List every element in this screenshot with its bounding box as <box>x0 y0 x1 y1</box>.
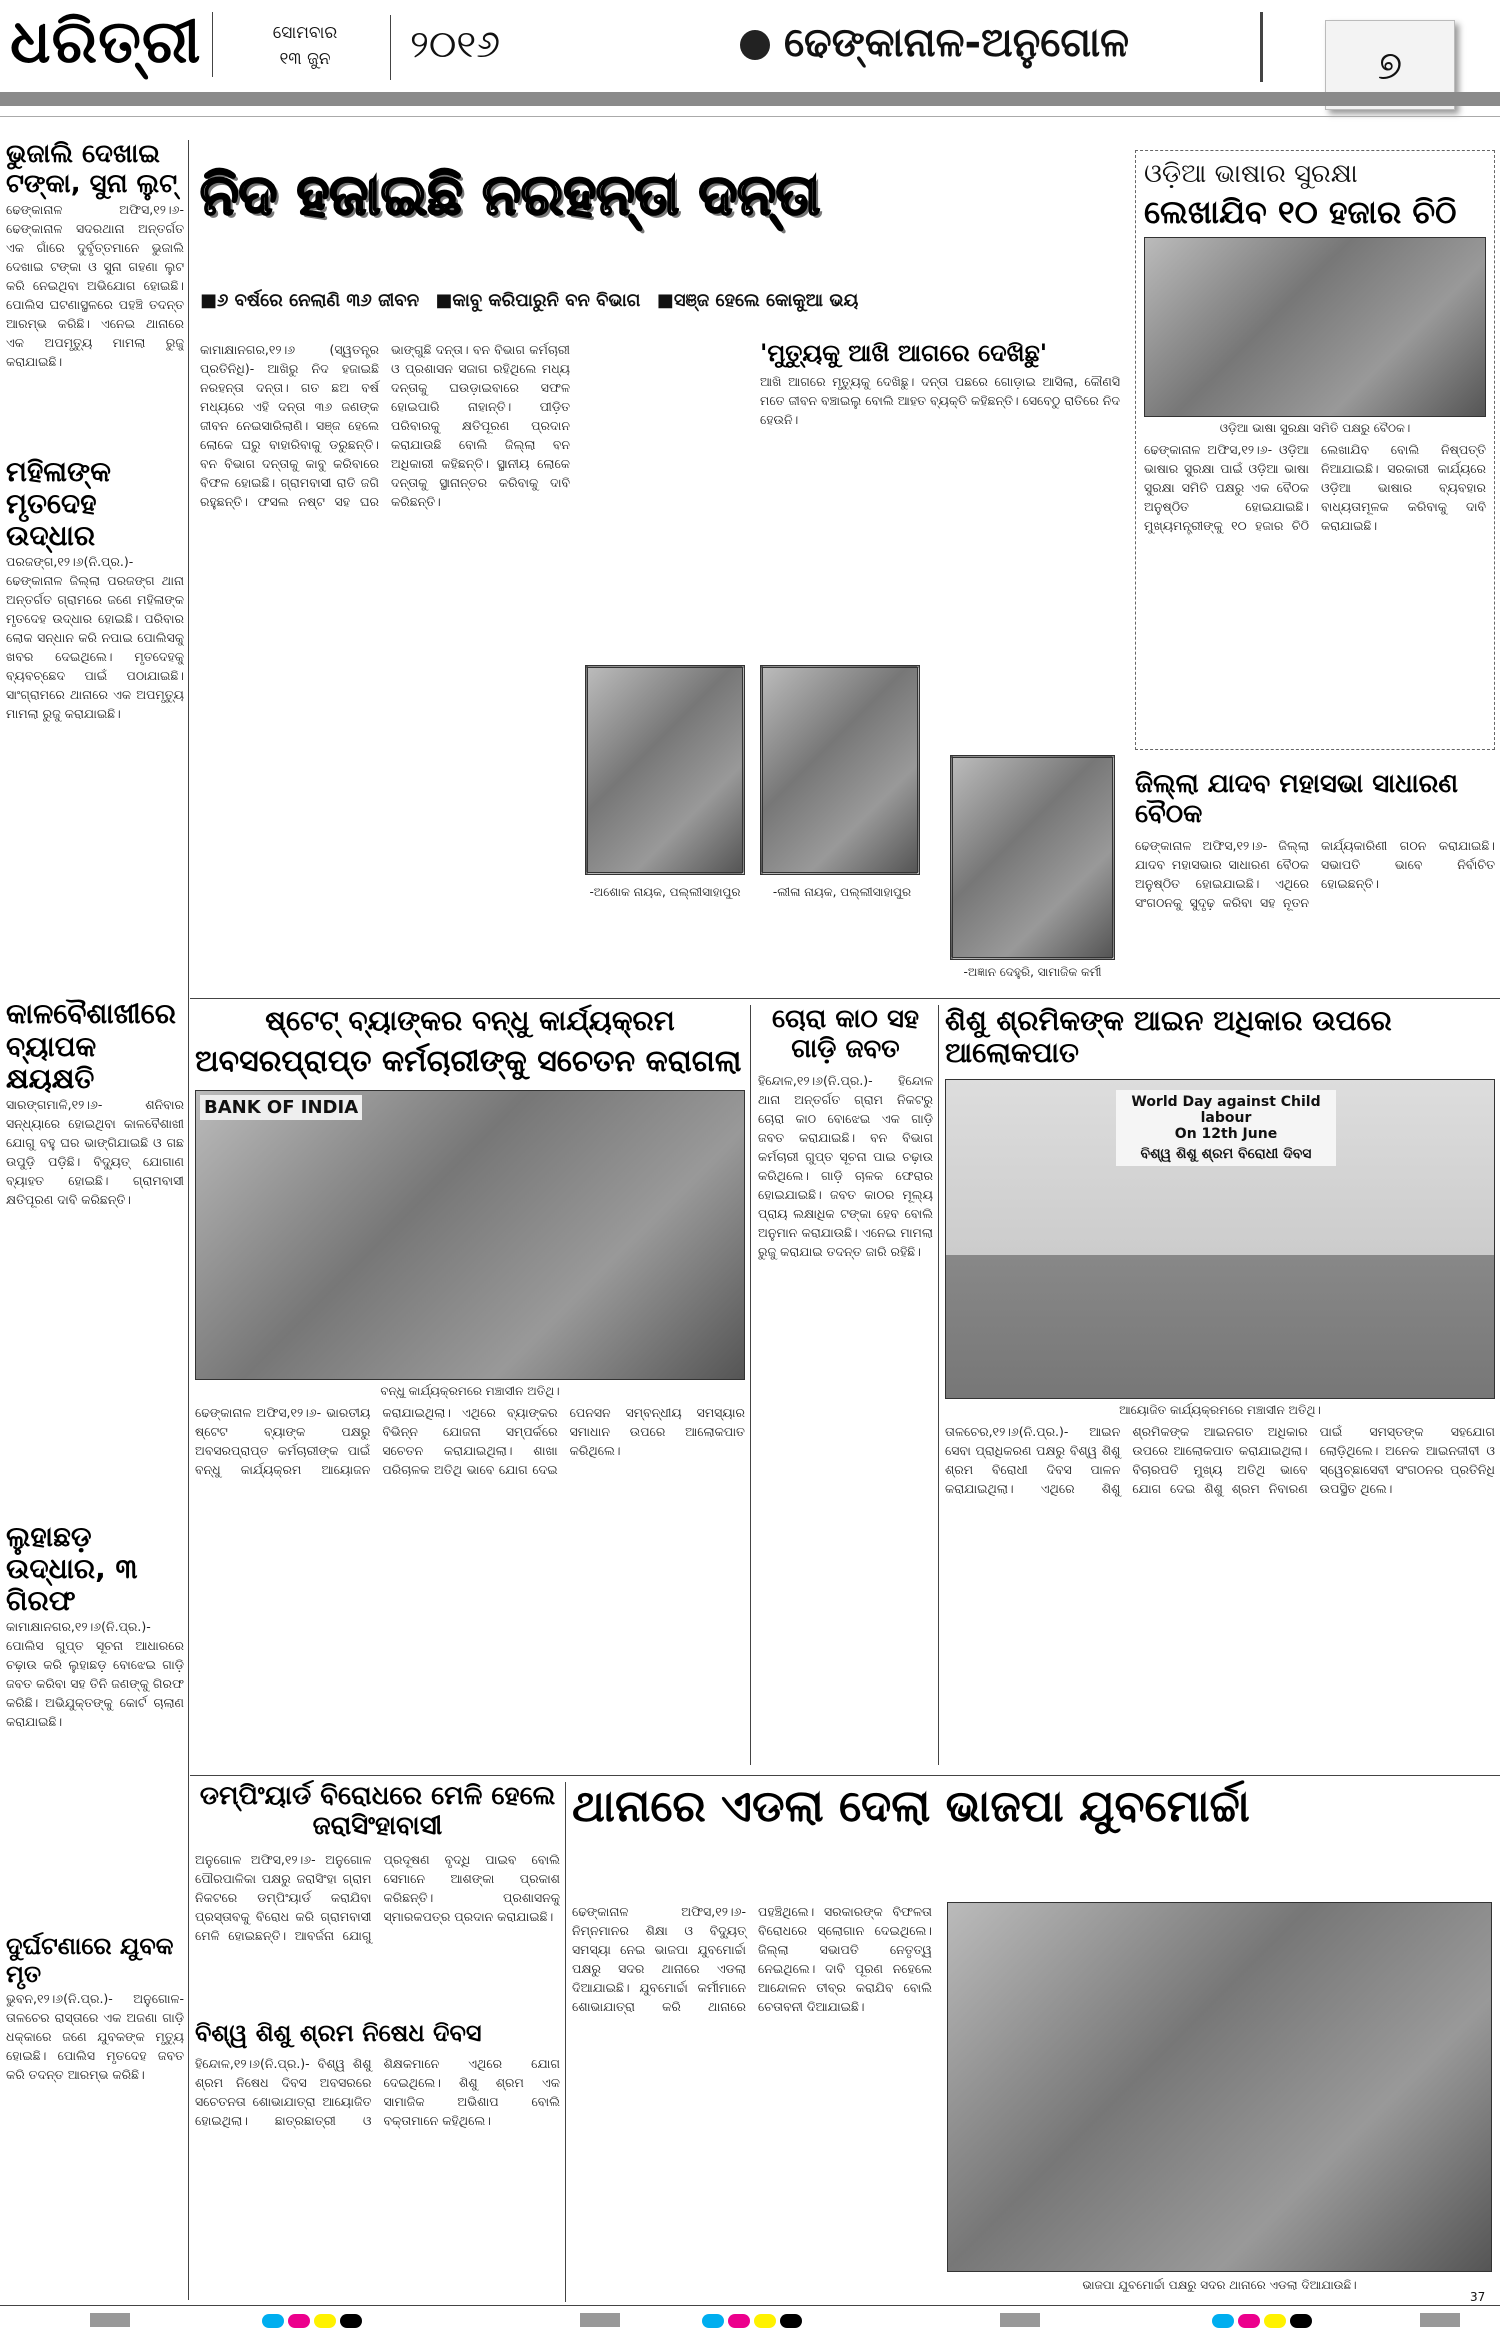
story-headline: ଲୁହାଛଡ଼ ଉଦ୍ଧାର, ୩ ଗିରଫ <box>6 1519 138 1618</box>
bjp-story <box>572 1782 1497 2302</box>
portrait-photo-1 <box>585 665 745 875</box>
story-headline: କାଳବୈଶାଖୀରେ ବ୍ୟାପକ କ୍ଷୟକ୍ଷତି <box>6 997 176 1095</box>
wood-theft-story <box>758 1005 933 1765</box>
quote-box <box>760 340 1120 500</box>
subhead: ସଞ୍ଜ ହେଲେ କୋକୁଆ ଭୟ <box>673 290 859 311</box>
story-body: ହିନ୍ଦୋଳ,୧୨।୬(ନି.ପ୍ର.)- ବିଶ୍ୱ ଶିଶୁ ଶ୍ରମ ନିଷେଧ ଦିବସ ଅବସରରେ ସଚେତନତା ଶୋଭାଯାତ୍ରା ଆୟୋଜିତ ହୋଇଥିଲା। ଛାତ୍ରଛାତ୍ରୀ ଓ ଶିକ୍ଷକମାନେ ଏଥିରେ ଯୋଗ ଦେଇଥିଲେ। ଶିଶୁ ଶ୍ରମ ଏକ ସାମାଜିକ ଅଭିଶାପ ବୋଲି ବକ୍ତାମାନେ କହିଥିଲେ। <box>195 2055 560 2128</box>
left-column <box>6 140 184 2310</box>
photo-caption: -ଲୀଳା ନାୟକ, ପଲ୍ଲୀସାହାପୁର <box>772 885 912 899</box>
story-body: ଢେଙ୍କାନାଳ ଅଫିସ,୧୨।୬- ଢେଙ୍କାନାଳ ସଦରଥାନା ଅନ୍ତର୍ଗତ ଏକ ଗାଁରେ ଦୁର୍ବୃତ୍ତମାନେ ଭୁଜାଲି ଦେଖାଇ ଟଙ୍କା ଓ ସୁନା ଗହଣା ଲୁଟ କରି ନେଇଥିବା ଅଭିଯୋଗ ହୋଇଛି। ପୋଲିସ ଘଟଣାସ୍ଥଳରେ ପହଞ୍ଚି ତଦନ୍ତ ଆରମ୍ଭ କରିଛି। ଏନେଇ ଥାନାରେ ଏକ ଅପମୃତ୍ୟୁ ମାମଲା ରୁଜୁ କରାଯାଇଛି। <box>6 201 184 369</box>
story-body: ଢେଙ୍କାନାଳ ଅଫିସ,୧୨।୬- ନିମ୍ନମାନର ଶିକ୍ଷା ଓ ବିଦ୍ୟୁତ୍ ସମସ୍ୟା ନେଇ ଭାଜପା ଯୁବମୋର୍ଚ୍ଚା ପକ୍ଷରୁ ସଦର ଥାନାରେ ଏଡଲା ଦିଆଯାଇଛି। ଯୁବମୋର୍ଚ୍ଚା କର୍ମୀମାନେ ଶୋଭାଯାତ୍ରା କରି ଥାନାରେ ପହଞ୍ଚିଥିଲେ। ସରକାରଙ୍କ ବିଫଳତା ବିରୋଧରେ ସ୍ଲୋଗାନ ଦେଇଥିଲେ। ଜିଲ୍ଲା ସଭାପତି ନେତୃତ୍ୱ ନେଇଥିଲେ। ଦାବି ପୂରଣ ନହେଲେ ଆନ୍ଦୋଳନ ତୀବ୍ର କରାଯିବ ବୋଲି ଚେତାବନୀ ଦିଆଯାଇଛି। <box>572 1904 932 2014</box>
quote-body: ଆଖି ଆଗରେ ମୃତ୍ୟୁକୁ ଦେଖିଛୁ। ଦନ୍ତା ପଛରେ ଗୋଡ଼ାଇ ଆସିଲା, କୌଣସି ମତେ ଜୀବନ ବଞ୍ଚାଇଲୁ ବୋଲି ଆହତ ବ୍ୟକ୍ତି କହିଛନ୍ତି। ସେବେଠୁ ରାତିରେ ନିଦ ହେଉନି। <box>760 373 1120 427</box>
story-body: ଅନୁଗୋଳ ଅଫିସ,୧୨।୬- ଅନୁଗୋଳ ପୌରପାଳିକା ପକ୍ଷରୁ ଜରାସିଂହା ଗ୍ରାମ ନିକଟରେ ଡମ୍ପିଂୟାର୍ଡ କରାଯିବା ପ୍ରସ୍ତାବକୁ ବିରୋଧ କରି ଗ୍ରାମବାସୀ ମେଳି ହୋଇଛନ୍ତି। ଆବର୍ଜନା ଯୋଗୁ ପ୍ରଦୂଷଣ ବୃଦ୍ଧି ପାଇବ ବୋଲି ସେମାନେ ଆଶଙ୍କା ପ୍ରକାଶ କରିଛନ୍ତି। ପ୍ରଶାସନକୁ ସ୍ମାରକପତ୍ର ପ୍ରଦାନ କରାଯାଇଛି। <box>195 1851 560 1943</box>
child-labour-story <box>945 1005 1495 1765</box>
portrait-photo-2 <box>760 665 920 875</box>
story-body: କାମାକ୍ଷାନଗର,୧୨।୬(ନି.ପ୍ର.)- ପୋଲିସ ଗୁପ୍ତ ସୂଚନା ଆଧାରରେ ଚଢ଼ାଉ କରି ଲୁହାଛଡ଼ ବୋଝେଇ ଗାଡ଼ି ଜବତ କରିବା ସହ ତିନି ଜଣଙ୍କୁ ଗିରଫ କରିଛି। ଅଭିଯୁକ୍ତଙ୍କୁ କୋର୍ଟ ଚାଲାଣ କରାଯାଇଛି। <box>6 1619 184 1730</box>
story-headline: ଚୋରା କାଠ ସହ ଗାଡ଼ି ଜବତ <box>771 1004 920 1064</box>
story-headline: ଡମ୍ପିଂୟାର୍ଡ ବିରୋଧରେ ମେଳି ହେଲେ ଜରାସିଂହାବାସୀ <box>199 1781 556 1841</box>
lead-headline: ନିଦ ହଜାଇଛି ନରହନ୍ତା ଦନ୍ତା <box>200 163 821 228</box>
page-folio: 37 <box>1470 2290 1486 2304</box>
issue-year: ୨୦୧୬ <box>410 22 501 66</box>
subhead: କାବୁ କରିପାରୁନି ବନ ବିଭାଗ <box>452 290 641 311</box>
masthead-gray-bar <box>0 92 1500 106</box>
banner-line-1: World Day against Child labour <box>1131 1094 1321 1127</box>
story-body: ତାଳଚେର,୧୨।୬(ନି.ପ୍ର.)- ଆଇନ ସେବା ପ୍ରାଧିକରଣ ପକ୍ଷରୁ ବିଶ୍ୱ ଶିଶୁ ଶ୍ରମ ବିରୋଧୀ ଦିବସ ପାଳନ କରାଯାଇଥିଲା। ଏଥିରେ ଶିଶୁ ଶ୍ରମିକଙ୍କ ଆଇନଗତ ଅଧିକାର ଉପରେ ଆଲୋକପାତ କରାଯାଇଥିଲା। ବିଚାରପତି ମୁଖ୍ୟ ଅତିଥି ଭାବେ ଯୋଗ ଦେଇ ଶିଶୁ ଶ୍ରମ ନିବାରଣ ପାଇଁ ସମସ୍ତଙ୍କ ସହଯୋଗ ଲୋଡ଼ିଥିଲେ। ଅନେକ ଆଇନଜୀବୀ ଓ ସ୍ୱେଚ୍ଛାସେବୀ ସଂଗଠନର ପ୍ରତିନିଧି ଉପସ୍ଥିତ ଥିଲେ। <box>945 1424 1495 1497</box>
meeting-photo <box>1144 237 1486 417</box>
right-box-body: ଢେଙ୍କାନାଳ ଅଫିସ,୧୨।୬- ଓଡ଼ିଆ ଭାଷାର ସୁରକ୍ଷା ପାଇଁ ଓଡ଼ିଆ ଭାଷା ସୁରକ୍ଷା ସମିତି ପକ୍ଷରୁ ଏକ ବୈଠକ ଅନୁଷ୍ଠିତ ହୋଇଯାଇଛି। ମୁଖ୍ୟମନ୍ତ୍ରୀଙ୍କୁ ୧୦ ହଜାର ଚିଠି ଲେଖାଯିବ ବୋଲି ନିଷ୍ପତ୍ତି ନିଆଯାଇଛି। ସରକାରୀ କାର୍ଯ୍ୟରେ ଓଡ଼ିଆ ଭାଷାର ବ୍ୟବହାର ବାଧ୍ୟତାମୂଳକ କରିବାକୁ ଦାବି କରାଯାଇଛି। <box>1144 441 1486 533</box>
bank-event-photo <box>195 1090 745 1380</box>
story-headline: ବିଶ୍ୱ ଶିଶୁ ଶ୍ରମ ନିଷେଧ ଦିବସ <box>195 2019 482 2047</box>
issue-date: ୧୩ ଜୁନ <box>279 49 331 69</box>
subhead: ୬ ବର୍ଷରେ ନେଲାଣି ୩୬ ଜୀବନ <box>217 290 420 311</box>
story-body: ପରଜଙ୍ଗ,୧୨।୬(ନି.ପ୍ର.)- ଢେଙ୍କାନାଳ ଜିଲ୍ଲା ପରଜଙ୍ଗ ଥାନା ଅନ୍ତର୍ଗତ ଗ୍ରାମରେ ଜଣେ ମହିଳାଙ୍କ ମୃତଦେହ ଉଦ୍ଧାର ହୋଇଛି। ପରିବାର ଲୋକ ସନ୍ଧାନ କରି ନପାଇ ପୋଲିସକୁ ଖବର ଦେଇଥିଲେ। ମୃତଦେହକୁ ବ୍ୟବଚ୍ଛେଦ ପାଇଁ ପଠାଯାଇଛି। ସାଂଗ୍ରାମରେ ଥାନାରେ ଏକ ଅପମୃତ୍ୟୁ ମାମଲା ରୁଜୁ କରାଯାଇଛି। <box>6 554 184 722</box>
story-headline: ମହିଳାଙ୍କ ମୃତଦେହ ଉଦ୍ଧାର <box>6 454 111 553</box>
lead-body: କାମାକ୍ଷାନଗର,୧୨।୬ (ସ୍ୱତନ୍ତ୍ର ପ୍ରତିନିଧି)- ଆଖିରୁ ନିଦ ହଜାଇଛି ନରହନ୍ତା ଦନ୍ତା। ଗତ ଛଅ ବର୍ଷ ମଧ୍ୟରେ ଏହି ଦନ୍ତା ୩୬ ଜଣଙ୍କ ଜୀବନ ନେଇସାରିଲାଣି। ସଞ୍ଜ ହେଲେ ଲୋକେ ଘରୁ ବାହାରିବାକୁ ଡରୁଛନ୍ତି। ବନ ବିଭାଗ ଦନ୍ତାକୁ କାବୁ କରିବାରେ ବିଫଳ ହୋଇଛି। ଗ୍ରାମବାସୀ ରାତି ଜଗି ରହୁଛନ୍ତି। ଫସଲ ନଷ୍ଟ ସହ ଘର ଭାଙ୍ଗୁଛି ଦନ୍ତା। ବନ ବିଭାଗ କର୍ମଚାରୀ ଓ ପ୍ରଶାସନ ସଜାଗ ରହିଥିଲେ ମଧ୍ୟ ଦନ୍ତାକୁ ଘଉଡ଼ାଇବାରେ ସଫଳ ହୋଇପାରି ନାହାନ୍ତି। ପୀଡ଼ିତ ପରିବାରକୁ କ୍ଷତିପୂରଣ ପ୍ରଦାନ କରାଯାଉଛି ବୋଲି ଜିଲ୍ଲା ବନ ଅଧିକାରୀ କହିଛନ୍ତି। ସ୍ଥାନୀୟ ଲୋକେ ଦନ୍ତାକୁ ସ୍ଥାନାନ୍ତର କରିବାକୁ ଦାବି କରିଛନ୍ତି। <box>200 342 570 509</box>
banner-odia: ବିଶ୍ୱ ଶିଶୁ ଶ୍ରମ ବିରୋଧୀ ଦିବସ <box>1140 1146 1312 1163</box>
right-box-headline: ଲେଖାଯିବ ୧୦ ହଜାର ଚିଠି <box>1144 193 1457 231</box>
photo-caption: ବନ୍ଧୁ କାର୍ଯ୍ୟକ୍ରମରେ ମଞ୍ଚାସୀନ ଅତିଥି। <box>380 1383 560 1398</box>
yadav-story <box>1135 770 1495 990</box>
story-headline: ଜିଲ୍ଲା ଯାଦବ ମହାସଭା ସାଧାରଣ ବୈଠକ <box>1135 769 1459 829</box>
play-bullet-icon <box>740 30 770 60</box>
quote-headline: 'ମୁତ୍ୟୁକୁ ଆଖି ଆଗରେ ଦେଖିଛୁ' <box>760 339 1048 367</box>
photo-caption: ଭାଜପା ଯୁବମୋର୍ଚ୍ଚା ପକ୍ଷରୁ ସଦର ଥାନାରେ ଏଡଲା ଦିଆଯାଉଛି। <box>1082 2278 1357 2292</box>
story-body: ହିନ୍ଦୋଳ,୧୨।୬(ନି.ପ୍ର.)- ହିନ୍ଦୋଳ ଥାନା ଅନ୍ତର୍ଗତ ଗ୍ରାମ ନିକଟରୁ ଚୋରା କାଠ ବୋଝେଇ ଏକ ଗାଡ଼ି ଜବତ କରାଯାଇଛି। ବନ ବିଭାଗ କର୍ମଚାରୀ ଗୁପ୍ତ ସୂଚନା ପାଇ ଚଢ଼ାଉ କରିଥିଲେ। ଗାଡ଼ି ଚାଳକ ଫେରାର ହୋଇଯାଇଛି। ଜବତ କାଠର ମୂଲ୍ୟ ପ୍ରାୟ ଲକ୍ଷାଧିକ ଟଙ୍କା ହେବ ବୋଲି ଅନୁମାନ କରାଯାଉଛି। ଏନେଇ ମାମଲା ରୁଜୁ କରାଯାଇ ତଦନ୍ତ ଜାରି ରହିଛି। <box>758 1072 933 1259</box>
bank-story <box>195 1005 745 1780</box>
lead-subheads: ■୬ ବର୍ଷରେ ନେଲାଣି ୩୬ ଜୀବନ ■କାବୁ କରିପାରୁନି ବନ ବିଭାଗ ■ସଞ୍ଜ ହେଲେ କୋକୁଆ ଭୟ <box>200 290 859 311</box>
dumping-yard-story <box>195 1782 560 2012</box>
photo-caption: -ଅଜ୍ଞାନ ଦେହୁରି, ସାମାଜିକ କର୍ମୀ <box>963 965 1102 979</box>
child-labour-event-photo <box>945 1079 1495 1399</box>
anti-child-labour-day-story <box>195 2020 560 2300</box>
story-headline: ଅବସରପ୍ରାପ୍ତ କର୍ମଚାରୀଙ୍କୁ ସଚେତନ କରାଗଲା <box>195 1044 742 1080</box>
section-title: ଢେଙ୍କାନାଳ-ଅନୁଗୋଳ <box>740 20 1250 66</box>
page-number-badge: ୭ <box>1325 20 1455 110</box>
newspaper-logo: ଧରିତ୍ରୀ <box>10 7 202 77</box>
story-body: ଢେଙ୍କାନାଳ ଅଫିସ,୧୨।୬- ଭାରତୀୟ ଷ୍ଟେଟ ବ୍ୟାଙ୍କ ପକ୍ଷରୁ ଅବସରପ୍ରାପ୍ତ କର୍ମଚାରୀଙ୍କ ପାଇଁ ବନ୍ଧୁ କାର୍ଯ୍ୟକ୍ରମ ଆୟୋଜନ କରାଯାଇଥିଲା। ଏଥିରେ ବ୍ୟାଙ୍କର ବିଭିନ୍ନ ଯୋଜନା ସମ୍ପର୍କରେ ସଚେତନ କରାଯାଇଥିଲା। ଶାଖା ପରିଚାଳକ ଅତିଥି ଭାବେ ଯୋଗ ଦେଇ ପେନସନ ସମ୍ବନ୍ଧୀୟ ସମସ୍ୟାର ସମାଧାନ ଉପରେ ଆଲୋକପାତ କରିଥିଲେ। <box>195 1404 745 1477</box>
photo-caption: -ଅଶୋକ ନାୟକ, ପଲ୍ଲୀସାହାପୁର <box>589 885 741 899</box>
banner-text: BANK OF INDIA <box>200 1095 362 1120</box>
story-body: ସାରଙ୍ଗମାଳି,୧୨।୬- ଶନିବାର ସନ୍ଧ୍ୟାରେ ହୋଇଥିବା କାଳବୈଶାଖୀ ଯୋଗୁ ବହୁ ଘର ଭାଙ୍ଗିଯାଇଛି ଓ ଗଛ ଉପୁଡ଼ି ପଡ଼ିଛି। ବିଦ୍ୟୁତ୍ ଯୋଗାଣ ବ୍ୟାହତ ହୋଇଛି। ଗ୍ରାମବାସୀ କ୍ଷତିପୂରଣ ଦାବି କରିଛନ୍ତି। <box>6 1096 184 1207</box>
issue-day: ସୋମବାର <box>272 23 338 43</box>
story-headline: ଦୁର୍ଘଟଣାରେ ଯୁବକ ମୃତ <box>6 1932 174 1989</box>
story-headline: ଭୁଜାଲି ଦେଖାଇ ଟଙ୍କା, ସୁନା ଲୁଟ୍ <box>6 139 178 199</box>
right-box-kicker: ଓଡ଼ିଆ ଭାଷାର ସୁରକ୍ଷା <box>1144 159 1358 189</box>
banner-line-2: On 12th June <box>1174 1126 1278 1143</box>
story-kicker: ଷ୍ଟେଟ୍ ବ୍ୟାଙ୍କର ବନ୍ଧୁ କାର୍ଯ୍ୟକ୍ରମ <box>265 1004 675 1037</box>
story-body: ଭୁବନ,୧୨।୬(ନି.ପ୍ର.)- ଅନୁଗୋଳ-ତାଳଚେର ରାସ୍ତାରେ ଏକ ଅଜଣା ଗାଡ଼ି ଧକ୍କାରେ ଜଣେ ଯୁବକଙ୍କ ମୃତ୍ୟୁ ହୋଇଛି। ପୋଲିସ ମୃତଦେହ ଜବତ କରି ତଦନ୍ତ ଆରମ୍ଭ କରିଛି। <box>6 1990 184 2082</box>
story-body: ଢେଙ୍କାନାଳ ଅଫିସ,୧୨।୬- ଜିଲ୍ଲା ଯାଦବ ମହାସଭାର ସାଧାରଣ ବୈଠକ ଅନୁଷ୍ଠିତ ହୋଇଯାଇଛି। ଏଥିରେ ସଂଗଠନକୁ ସୁଦୃଢ଼ କରିବା ସହ ନୂତନ କାର୍ଯ୍ୟକାରିଣୀ ଗଠନ କରାଯାଇଛି। ସଭାପତି ଭାବେ ନିର୍ବାଚିତ ହୋଇଛନ୍ତି। <box>1135 837 1495 910</box>
story-headline: ଥାନାରେ ଏଡଲା ଦେଲା ଭାଜପା ଯୁବମୋର୍ଚ୍ଚା <box>572 1781 1250 1832</box>
photo-caption: ଆୟୋଜିତ କାର୍ଯ୍ୟକ୍ରମରେ ମଞ୍ଚାସୀନ ଅତିଥି। <box>1119 1403 1321 1418</box>
story-headline: ଶିଶୁ ଶ୍ରମିକଙ୍କ ଆଇନ ଅଧିକାର ଉପରେ ଆଲୋକପାତ <box>945 1004 1392 1070</box>
registration-marks <box>0 2313 1500 2329</box>
photo-caption: ଓଡ଼ିଆ ଭାଷା ସୁରକ୍ଷା ସମିତି ପକ୍ଷରୁ ବୈଠକ। <box>1219 420 1411 435</box>
right-box <box>1135 150 1495 750</box>
portrait-photo-3 <box>950 755 1115 960</box>
bjp-protest-photo <box>947 1902 1492 2272</box>
